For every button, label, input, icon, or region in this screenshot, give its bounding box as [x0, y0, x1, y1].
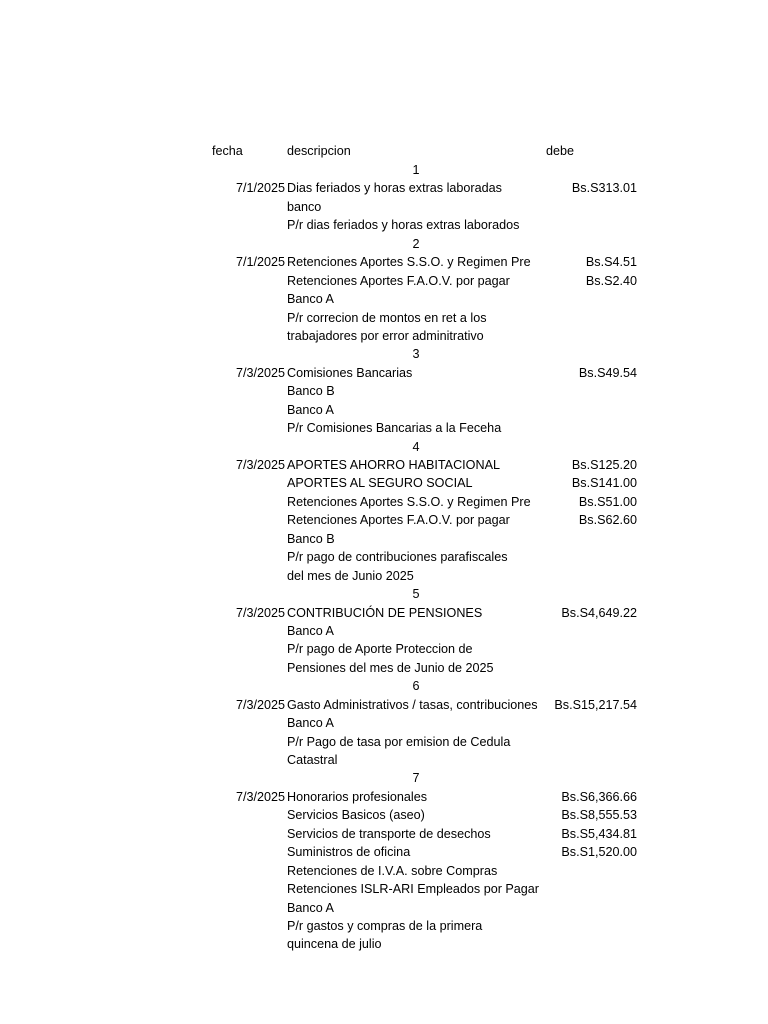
entry-description: Honorarios profesionales: [287, 789, 428, 804]
entry-line: [212, 253, 642, 271]
entry-line: [212, 843, 642, 861]
entry-line: [212, 309, 642, 327]
entry-line: [212, 474, 642, 492]
entry-line: [212, 733, 642, 751]
header-debe: debe: [546, 144, 575, 158]
entry-description: P/r Comisiones Bancarias a la Feceha: [287, 421, 502, 436]
entry-amount: Bs.S51.00: [578, 494, 637, 509]
entry-line: [212, 511, 642, 529]
entry-date: 7/1/2025: [235, 181, 285, 196]
entry-line: [212, 696, 642, 714]
entry-line: [212, 604, 642, 622]
entry-description: Retenciones ISLR-ARI Empleados por Pagar: [287, 882, 540, 897]
entry-date: 7/3/2025: [235, 605, 285, 620]
entry-amount: Bs.S313.01: [571, 181, 637, 196]
entry-line: [212, 899, 642, 917]
entry-line: [212, 530, 642, 548]
entry-line: [212, 880, 642, 898]
entry-date: 7/3/2025: [235, 458, 285, 472]
entry-date: 7/3/2025: [235, 365, 285, 380]
entry-description: Servicios Basicos (aseo): [287, 808, 425, 823]
entry-line: [212, 216, 642, 234]
entry-description: Banco B: [287, 384, 335, 399]
entry-description: CONTRIBUCIÓN DE PENSIONES: [287, 605, 483, 620]
entry-description: Catastral: [287, 753, 338, 767]
entry-number: 6: [412, 679, 420, 694]
entry-line: [212, 179, 642, 197]
entry-line: [212, 917, 642, 935]
entry-line: [212, 751, 642, 769]
header-row: [212, 142, 642, 161]
entry-line: [212, 493, 642, 511]
entry-line: [212, 659, 642, 677]
entry-date: 7/3/2025: [235, 789, 285, 804]
entry-amount: Bs.S4.51: [585, 255, 637, 270]
entry-number: 1: [412, 163, 420, 177]
entry-amount: Bs.S1,520.00: [561, 845, 637, 860]
entry-description: Dias feriados y horas extras laboradas: [287, 181, 502, 196]
entry-description: Comisiones Bancarias: [287, 365, 413, 380]
entry-number: 4: [412, 439, 420, 454]
entry-number: 3: [412, 347, 420, 362]
journal-rows: [212, 161, 642, 954]
entry-line: [212, 788, 642, 806]
entry-line: [212, 714, 642, 732]
entry-description: quincena de julio: [287, 937, 382, 952]
entry-description: Banco A: [287, 716, 334, 731]
entry-number-row: [212, 438, 642, 456]
entry-amount: Bs.S141.00: [571, 476, 637, 491]
entry-description: Retenciones Aportes F.A.O.V. por pagar: [287, 273, 510, 288]
entry-line: [212, 419, 642, 437]
entry-line: [212, 548, 642, 566]
entry-description: Suministros de oficina: [287, 845, 411, 860]
entry-number: 5: [412, 587, 420, 602]
entry-description: Retenciones Aportes F.A.O.V. por pagar: [287, 513, 510, 528]
entry-line: [212, 198, 642, 216]
entry-number: 7: [412, 771, 420, 786]
entry-description: APORTES AL SEGURO SOCIAL: [287, 476, 473, 491]
entry-description: Banco A: [287, 292, 334, 307]
header-fecha: fecha: [212, 144, 243, 158]
entry-description: P/r dias feriados y horas extras laborados: [287, 218, 520, 233]
entry-amount: Bs.S125.20: [571, 458, 637, 472]
entry-date: 7/3/2025: [235, 697, 285, 712]
entry-line: [212, 364, 642, 382]
entry-description: Pensiones del mes de Junio de 2025: [287, 660, 494, 675]
entry-number-row: [212, 235, 642, 253]
entry-line: [212, 862, 642, 880]
entry-description: del mes de Junio 2025: [287, 568, 414, 583]
entry-number-row: [212, 161, 642, 179]
entry-amount: Bs.S62.60: [578, 513, 637, 528]
entry-description: Banco A: [287, 900, 334, 915]
entry-description: Gasto Administrativos / tasas, contribuciones: [287, 697, 538, 712]
entry-number: 2: [412, 236, 420, 251]
entry-number-row: [212, 585, 642, 603]
entry-description: P/r pago de contribuciones parafiscales: [287, 550, 508, 565]
entry-description: Banco A: [287, 402, 334, 417]
entry-amount: Bs.S15,217.54: [554, 697, 637, 712]
entry-line: [212, 327, 642, 345]
entry-amount: Bs.S4,649.22: [561, 605, 637, 620]
entry-line: [212, 622, 642, 640]
entry-description: P/r correcion de montos en ret a los: [287, 310, 487, 325]
entry-description: Retenciones de I.V.A. sobre Compras: [287, 863, 498, 878]
entry-date: 7/1/2025: [235, 255, 285, 270]
entry-amount: Bs.S5,434.81: [561, 826, 637, 841]
entry-description: P/r Pago de tasa por emision de Cedula: [287, 734, 511, 749]
entry-amount: Bs.S8,555.53: [561, 808, 637, 823]
entry-description: Banco A: [287, 623, 334, 638]
entry-description: banco: [287, 199, 322, 214]
entry-number-row: [212, 769, 642, 787]
entry-description: Servicios de transporte de desechos: [287, 826, 491, 841]
entry-line: [212, 825, 642, 843]
entry-line: [212, 640, 642, 658]
entry-description: APORTES AHORRO HABITACIONAL: [287, 458, 500, 472]
entry-number-row: [212, 345, 642, 363]
entry-line: [212, 806, 642, 824]
entry-description: Banco B: [287, 531, 335, 546]
entry-description: trabajadores por error adminitrativo: [287, 328, 484, 343]
entry-amount: Bs.S49.54: [578, 365, 637, 380]
entry-line: [212, 290, 642, 308]
entry-line: [212, 935, 642, 953]
header-descripcion: descripcion: [287, 144, 351, 158]
entry-description: P/r pago de Aporte Proteccion de: [287, 642, 473, 657]
entry-line: [212, 272, 642, 290]
entry-description: Retenciones Aportes S.S.O. y Regimen Pre: [287, 255, 531, 270]
entry-description: P/r gastos y compras de la primera: [287, 918, 483, 933]
entry-line: [212, 456, 642, 474]
entry-line: [212, 401, 642, 419]
entry-amount: Bs.S2.40: [585, 273, 637, 288]
entry-line: [212, 567, 642, 585]
entry-line: [212, 382, 642, 400]
entry-description: Retenciones Aportes S.S.O. y Regimen Pre: [287, 494, 531, 509]
entry-amount: Bs.S6,366.66: [561, 789, 637, 804]
entry-number-row: [212, 677, 642, 695]
journal-sheet: [212, 142, 642, 954]
